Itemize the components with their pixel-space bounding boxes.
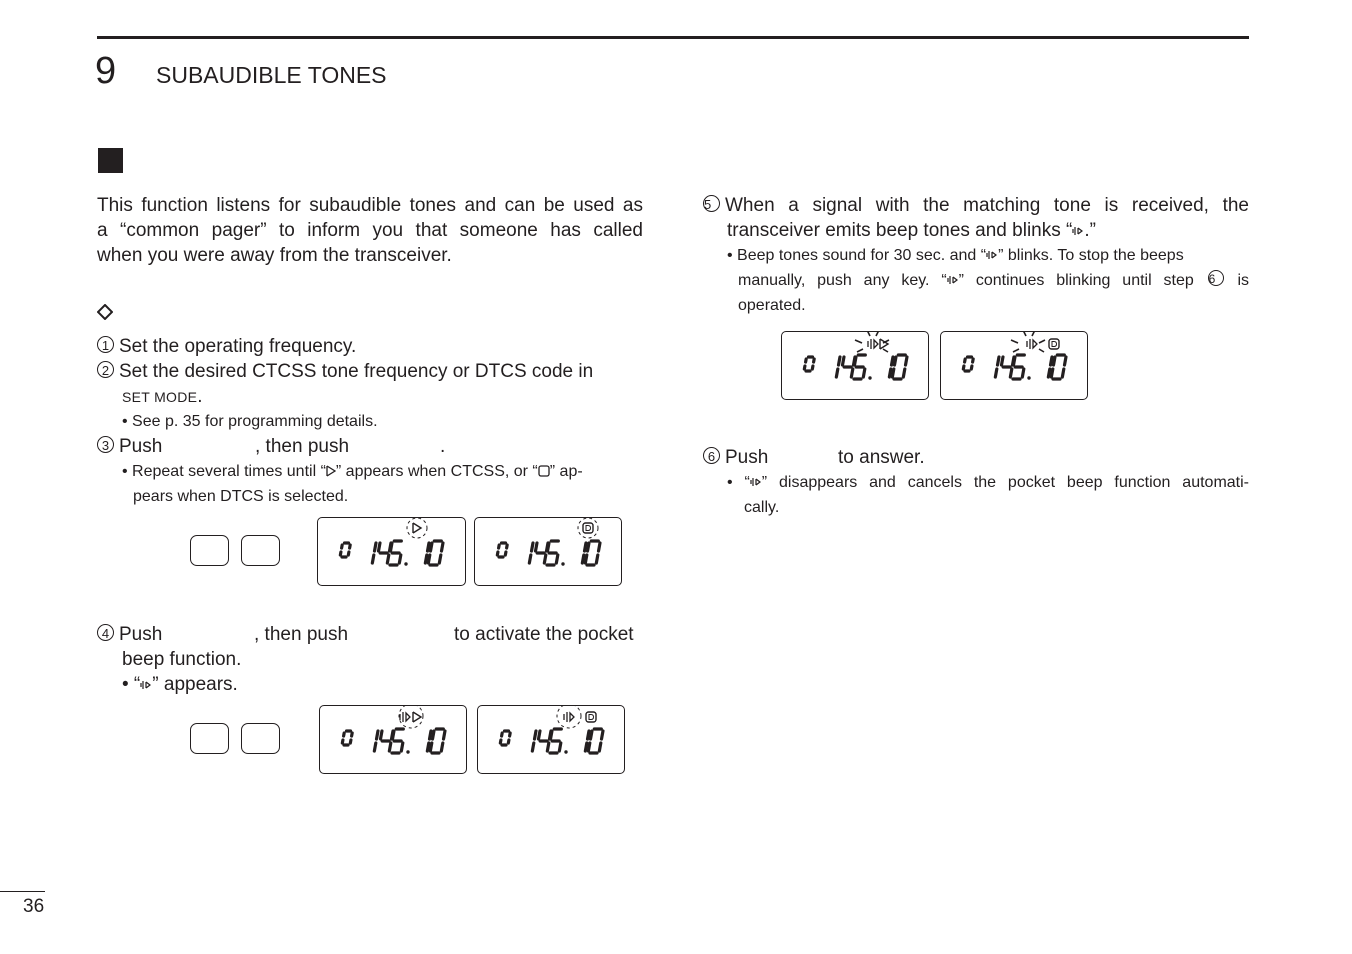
lcd-segment [381, 731, 382, 739]
dtcs-symbol-icon [538, 464, 550, 478]
lcd-segment [839, 357, 840, 365]
lcd-segment [863, 369, 864, 377]
header-rule [97, 36, 1249, 39]
blink-ray [1011, 340, 1018, 343]
step-3-note-2: pears when DTCS is selected. [133, 488, 349, 505]
intro-line-2: a “common pager” to inform you that someone has called [97, 220, 643, 241]
lcd-segment [529, 555, 530, 563]
step-number-5: 5 [703, 195, 720, 212]
pocket-beep-indicator-icon [564, 712, 574, 722]
step-6-push: Push [725, 447, 769, 468]
tone-symbol-icon [326, 464, 336, 478]
step-5-text: When a signal with the matching tone is received, the [725, 195, 1249, 216]
lcd-segment [1051, 369, 1052, 377]
lcd-graphic [475, 518, 621, 585]
set-mode-label: SET MODE [122, 389, 198, 405]
lcd-segment [599, 743, 600, 751]
step-2-note: • See p. 35 for programming details. [122, 413, 378, 430]
lcd-segment [499, 545, 500, 548]
lcd-segment [1022, 369, 1023, 377]
lcd-segment [342, 545, 343, 548]
dtcs-indicator-icon [1049, 339, 1059, 349]
step-number-2: 2 [97, 361, 114, 378]
pocket-beep-indicator-icon [400, 712, 410, 722]
lcd-segment [374, 743, 375, 751]
step-5-note-2 [738, 268, 1249, 293]
lcd-segment [599, 543, 600, 551]
lcd-segment [551, 731, 552, 739]
step-4-activate: to activate the pocket [454, 624, 634, 645]
lcd-segment [431, 543, 432, 551]
decimal-point [564, 750, 567, 753]
key-button[interactable] [241, 723, 280, 754]
lcd-segment [505, 552, 506, 555]
lcd-graphic [478, 706, 624, 773]
lcd-segment [427, 743, 428, 751]
blink-ray [1023, 332, 1026, 336]
lcd-segment [843, 357, 844, 365]
lcd-segment [588, 731, 589, 739]
step-6-note-1 [727, 470, 1249, 495]
blink-ray [857, 349, 863, 352]
lcd-segment [401, 743, 402, 751]
key-button[interactable] [190, 535, 229, 566]
lcd-segment [348, 552, 349, 555]
lcd-segment [539, 731, 540, 739]
step-number-4: 4 [97, 624, 114, 641]
lcd-segment [836, 369, 837, 377]
note-text: • Repeat several times until “ [122, 463, 326, 480]
lcd-segment [379, 543, 380, 551]
pocket-beep-icon [140, 678, 152, 692]
lcd-segment [389, 743, 390, 751]
blink-ray [883, 349, 888, 352]
section-square-icon [98, 148, 123, 173]
diamond-icon [97, 304, 113, 320]
lcd-segment [548, 543, 549, 551]
lcd-segment [350, 740, 351, 743]
key-button[interactable] [190, 723, 229, 754]
note-text: ” appears. [152, 674, 238, 695]
lcd-segment [851, 369, 852, 377]
lcd-segment [532, 743, 533, 751]
lcd-segment [352, 733, 353, 736]
step-3-period: . [440, 436, 446, 457]
step-2 [97, 359, 643, 384]
lcd-segment [387, 555, 388, 563]
note-text: is [1237, 272, 1250, 289]
step-4-note [122, 672, 238, 697]
step-4 [97, 622, 162, 647]
lcd-segment [903, 369, 904, 377]
lcd-segment [855, 357, 856, 365]
chapter-title: SUBAUDIBLE TONES [156, 62, 387, 88]
highlight-circle [557, 706, 581, 728]
lcd-segment [500, 740, 501, 743]
tone-indicator-icon [413, 712, 421, 722]
lcd-segment [1002, 357, 1003, 365]
lcd-segment [585, 543, 586, 551]
decimal-point [1027, 376, 1030, 379]
lcd-segment [497, 552, 498, 555]
step-reference-6: 6 [1208, 270, 1224, 286]
step-3 [97, 434, 162, 459]
lcd-segment [1048, 369, 1049, 377]
blink-ray [1039, 340, 1045, 343]
lcd-segment [544, 555, 545, 563]
step-5-text: transceiver emits beep tones and blinks “ [727, 220, 1073, 241]
note-text: ” appears when CTCSS, or “ [335, 463, 538, 480]
lcd-segment [591, 731, 592, 739]
step-2-period: . [197, 386, 203, 407]
lcd-segment [806, 359, 807, 362]
lcd-segment [588, 743, 589, 751]
lcd-segment [814, 359, 815, 362]
step-3-note-1 [122, 459, 643, 484]
dtcs-indicator-icon [583, 523, 593, 533]
step-number-1: 1 [97, 336, 114, 353]
step-5-text: .” [1084, 220, 1096, 241]
lcd-segment [1065, 357, 1066, 365]
lcd-segment [532, 543, 533, 551]
decimal-point [404, 562, 407, 565]
lcd-segment [804, 366, 805, 369]
lcd-segment [391, 543, 392, 551]
lcd-segment [895, 357, 896, 365]
lcd-display-pocket-ctcss [319, 705, 467, 774]
lcd-display-ctcss [317, 517, 466, 586]
step-4-push: Push [119, 624, 163, 645]
lcd-segment [963, 366, 964, 369]
lcd-segment [439, 555, 440, 563]
intro-line-3: when you were away from the transceiver. [97, 245, 452, 266]
lcd-segment [585, 743, 586, 751]
lcd-segment [425, 555, 426, 563]
step-number-6: 6 [703, 447, 720, 464]
pocket-beep-indicator-icon [868, 339, 878, 349]
lcd-graphic [782, 332, 928, 399]
step-2-line-2 [122, 384, 203, 410]
blink-ray [1039, 349, 1044, 352]
step-4-line-2: beep function. [122, 649, 242, 670]
lcd-segment [507, 545, 508, 548]
step-1-text: Set the operating frequency. [119, 336, 357, 357]
step-2-text: Set the desired CTCSS tone frequency or DTCS code in [119, 361, 594, 382]
highlight-circle [407, 518, 427, 538]
lcd-segment [1062, 369, 1063, 377]
dtcs-indicator-icon [1052, 342, 1057, 347]
lcd-graphic [941, 332, 1087, 399]
note-text: • Beep tones sound for 30 sec. and “ [727, 247, 987, 264]
lcd-segment [342, 740, 343, 743]
dtcs-indicator-icon [586, 712, 596, 722]
note-text: ” continues blinking until step [958, 272, 1194, 289]
lcd-segment [602, 731, 603, 739]
lcd-segment [1010, 369, 1011, 377]
lcd-segment [350, 545, 351, 548]
lcd-segment [556, 555, 557, 563]
note-text: manually, push any key. “ [738, 272, 947, 289]
pocket-beep-icon [947, 273, 959, 287]
lcd-segment [892, 369, 893, 377]
note-text: • “ [122, 674, 141, 695]
lcd-segment [582, 555, 583, 563]
step-3-push: Push [119, 436, 163, 457]
footer-rule [0, 891, 45, 892]
lcd-segment [892, 357, 893, 365]
lcd-segment [998, 357, 999, 365]
lcd-segment [502, 733, 503, 736]
lcd-segment [444, 731, 445, 739]
lcd-segment [375, 543, 376, 551]
lcd-segment [1054, 357, 1055, 365]
lcd-segment [393, 731, 394, 739]
key-button[interactable] [241, 535, 280, 566]
lcd-display-pocket-dtcs [477, 705, 625, 774]
lcd-segment [971, 366, 972, 369]
lcd-graphic [318, 518, 465, 585]
decimal-point [868, 376, 871, 379]
lcd-segment [372, 555, 373, 563]
lcd-segment [441, 743, 442, 751]
lcd-segment [585, 555, 586, 563]
lcd-segment [430, 743, 431, 751]
lcd-segment [973, 359, 974, 362]
blink-ray [855, 340, 862, 343]
pocket-beep-icon [750, 475, 762, 489]
lcd-segment [812, 366, 813, 369]
lcd-segment [344, 733, 345, 736]
lcd-display-blinking-dtcs [940, 331, 1088, 400]
lcd-segment [596, 555, 597, 563]
lcd-segment [559, 743, 560, 751]
lcd-segment [340, 552, 341, 555]
pocket-beep-icon [1072, 224, 1084, 238]
blink-ray [1032, 332, 1035, 336]
step-4-then-push: , then push [254, 624, 349, 645]
lcd-segment [399, 555, 400, 563]
step-5 [703, 193, 1249, 218]
lcd-segment [995, 369, 996, 377]
page-number: 36 [23, 896, 45, 917]
pocket-beep-indicator-icon [1027, 339, 1037, 349]
highlight-circle [578, 518, 598, 538]
lcd-segment [965, 359, 966, 362]
lcd-segment [536, 543, 537, 551]
lcd-graphic [320, 706, 466, 773]
dtcs-indicator-icon [589, 715, 594, 720]
step-5-note-3: operated. [738, 297, 806, 314]
blink-ray [1013, 349, 1019, 352]
step-5-note-1 [727, 243, 1184, 268]
intro-line-1: This function listens for subaudible tones and can be used as [97, 195, 643, 216]
lcd-segment [428, 543, 429, 551]
step-number-3: 3 [97, 436, 114, 453]
lcd-segment [535, 731, 536, 739]
lcd-display-dtcs [474, 517, 622, 586]
lcd-segment [547, 743, 548, 751]
lcd-segment [442, 543, 443, 551]
decimal-point [406, 750, 409, 753]
lcd-segment [510, 733, 511, 736]
lcd-segment [588, 543, 589, 551]
lcd-segment [508, 740, 509, 743]
lcd-segment [906, 357, 907, 365]
step-5-line-2 [727, 218, 1096, 243]
decimal-point [561, 562, 564, 565]
step-1 [97, 334, 356, 359]
lcd-segment [428, 555, 429, 563]
dtcs-indicator-icon [586, 526, 591, 531]
note-text: ” blinks. To stop the beeps [998, 247, 1184, 264]
pocket-beep-icon [986, 248, 998, 262]
lcd-segment [430, 731, 431, 739]
step-6-answer: to answer. [838, 447, 925, 468]
blink-ray [867, 332, 870, 336]
lcd-segment [377, 731, 378, 739]
lcd-segment [1014, 357, 1015, 365]
lcd-display-blinking-ctcss [781, 331, 929, 400]
lcd-segment [1051, 357, 1052, 365]
blink-ray [876, 332, 879, 336]
note-text: • “ [727, 474, 750, 491]
tone-indicator-icon [413, 523, 421, 533]
lcd-segment [889, 369, 890, 377]
lcd-segment [433, 731, 434, 739]
step-3-then-push: , then push [255, 436, 350, 457]
chapter-number: 9 [95, 50, 117, 92]
step-6-note-2: cally. [744, 499, 780, 516]
step-6 [703, 445, 768, 470]
note-text: ” disappears and cancels the pocket beep function automati- [761, 474, 1249, 491]
note-text: ” ap- [549, 463, 583, 480]
